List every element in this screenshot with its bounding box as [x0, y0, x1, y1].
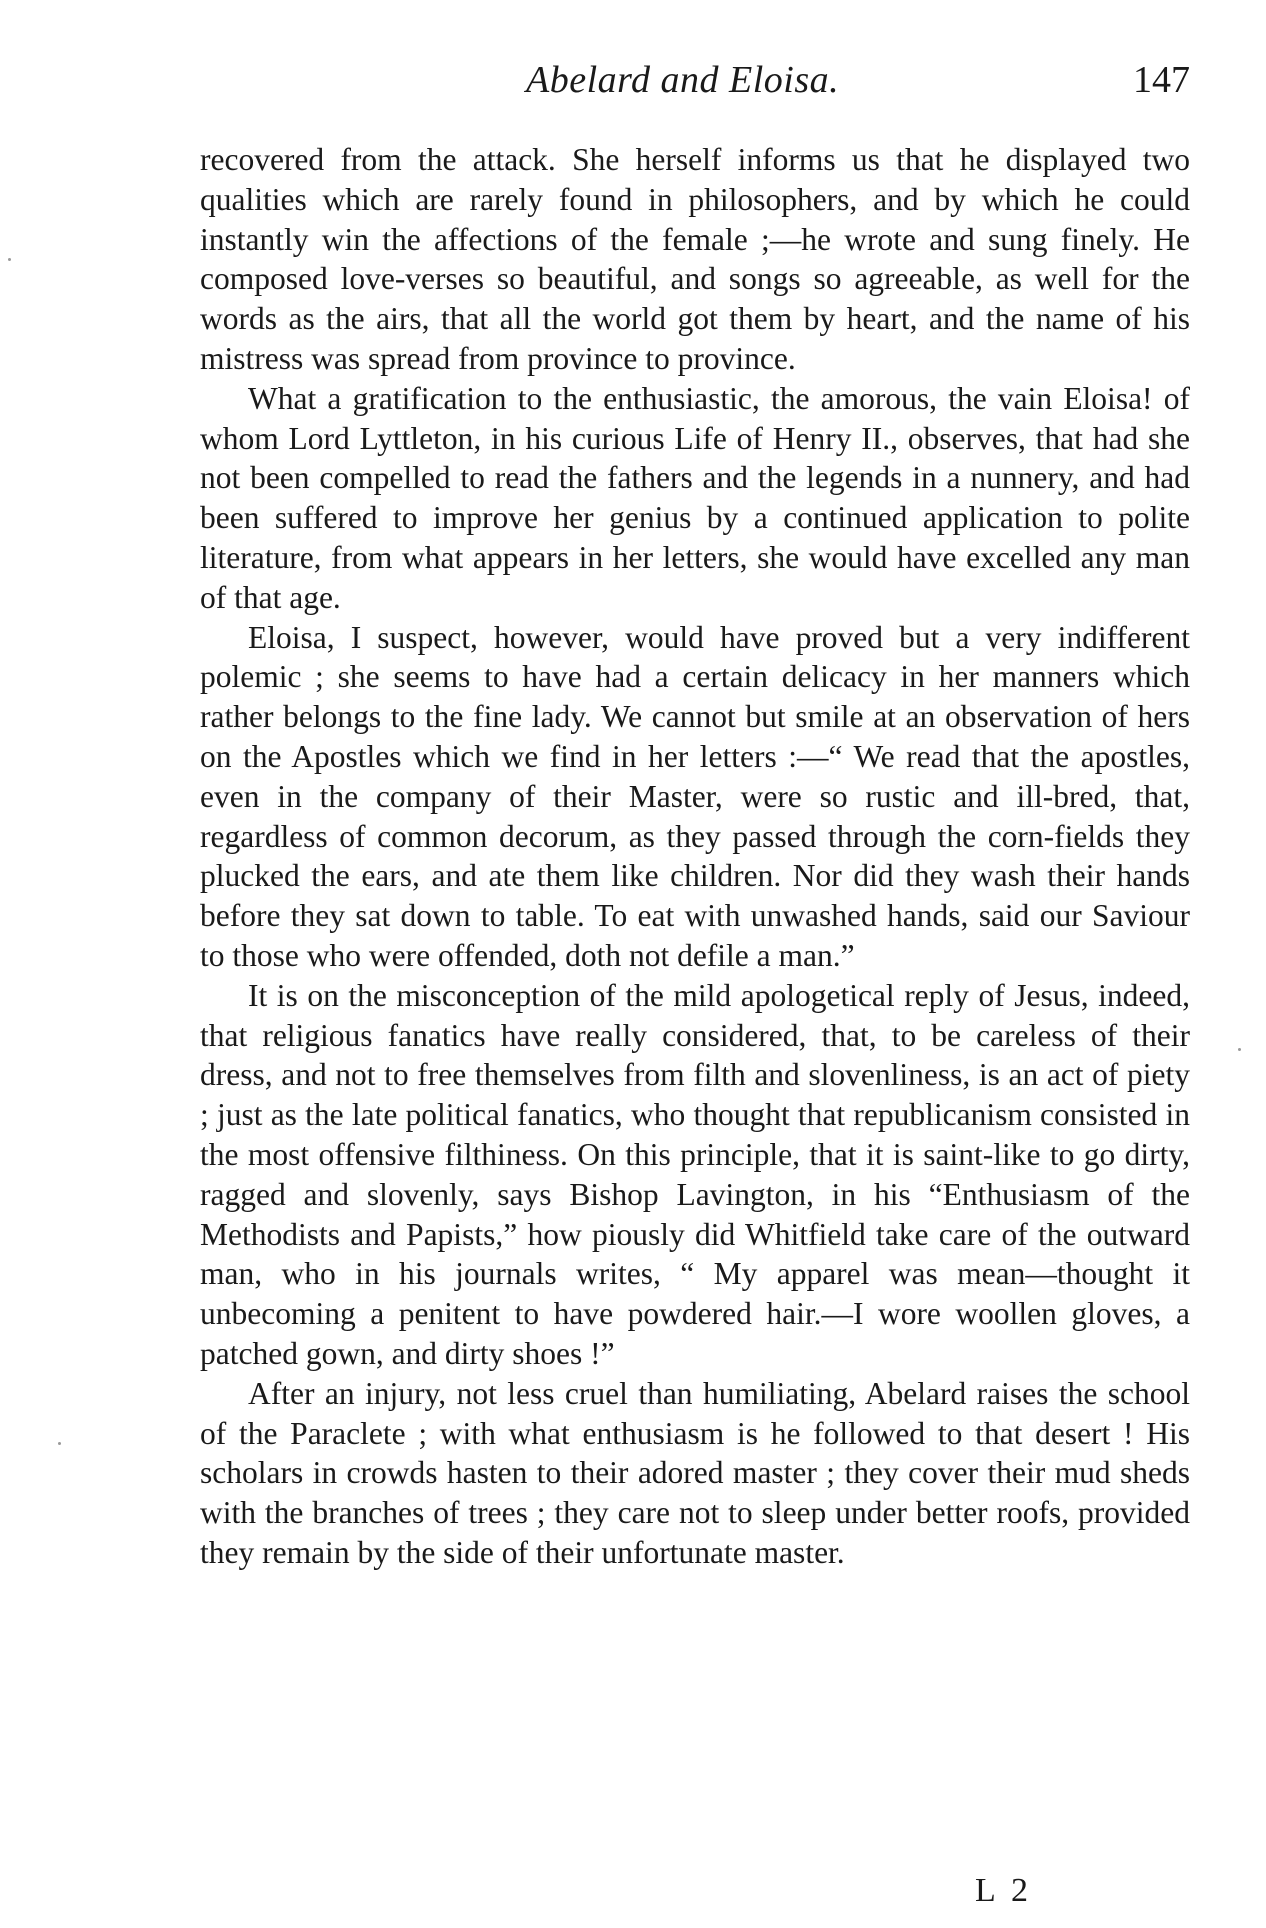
paragraph: recovered from the attack. She herself informs us that he displayed two qualities which are rarely found in philosophers, and by which he could instantly win the affections of the female ;—he wrote and sung finely. He composed love-verses so beautiful, and songs so agreeable, as well for the words as the airs, that all the world got them by heart, and the name of his mistress was spread from province to province.: [200, 142, 1190, 376]
running-head: [200, 58, 1200, 118]
paragraph: It is on the misconception of the mild apologetical reply of Jesus, indeed, that religious fanatics have really considered, that, to be careless of their dress, and not to free themselves from filth and slovenliness, is an act of piety ; just as the late political fanatics, who thought that republicanism consisted in the most offensive filthiness. On this principle, that it is saint-like to go dirty, ragged and slovenly, says Bishop Lavington, in his “Enthusiasm of the Methodists and Papists,” how piously did Whitfield take care of the outward man, who in his journals writes, “ My apparel was mean—thought it unbecoming a penitent to have powdered hair.—I wore woollen gloves, a patched gown, and dirty shoes !”: [200, 977, 1190, 1371]
page-number: 147: [1133, 59, 1190, 101]
body-text: [200, 140, 1190, 1573]
signature-mark: L 2: [975, 1872, 1033, 1909]
running-title: Abelard and Eloisa.: [526, 59, 840, 101]
paragraph: After an injury, not less cruel than humiliating, Abelard raises the school of the Paraclete ; with what enthusiasm is he followed to that desert ! His scholars in crowds hasten to their adored master ; they cover their mud sheds with the branches of trees ; they care not to sleep under better roofs, provided they remain by the side of their unfortunate master.: [200, 1375, 1190, 1570]
print-speck: [58, 1442, 61, 1445]
paragraph: Eloisa, I suspect, however, would have proved but a very indifferent polemic ; she seems to have had a certain delicacy in her manners which rather belongs to the fine lady. We cannot but smile at an observation of hers on the Apostles which we find in her letters :—“ We read that the apostles, even in the company of their Master, were so rustic and ill-bred, that, regardless of common decorum, as they passed through the corn-fields they plucked the ears, and ate them like children. Nor did they wash their hands before they sat down to table. To eat with unwashed hands, said our Saviour to those who were offended, doth not defile a man.”: [200, 619, 1190, 973]
print-speck: [1238, 1048, 1241, 1051]
print-speck: [8, 258, 11, 261]
paragraph: What a gratification to the enthusiastic, the amorous, the vain Eloisa! of whom Lord Lyttleton, in his curious Life of Henry II., observes, that had she not been compelled to read the fathers and the legends in a nunnery, and had been suffered to improve her genius by a continued application to polite literature, from what appears in her letters, she would have excelled any man of that age.: [200, 380, 1190, 615]
